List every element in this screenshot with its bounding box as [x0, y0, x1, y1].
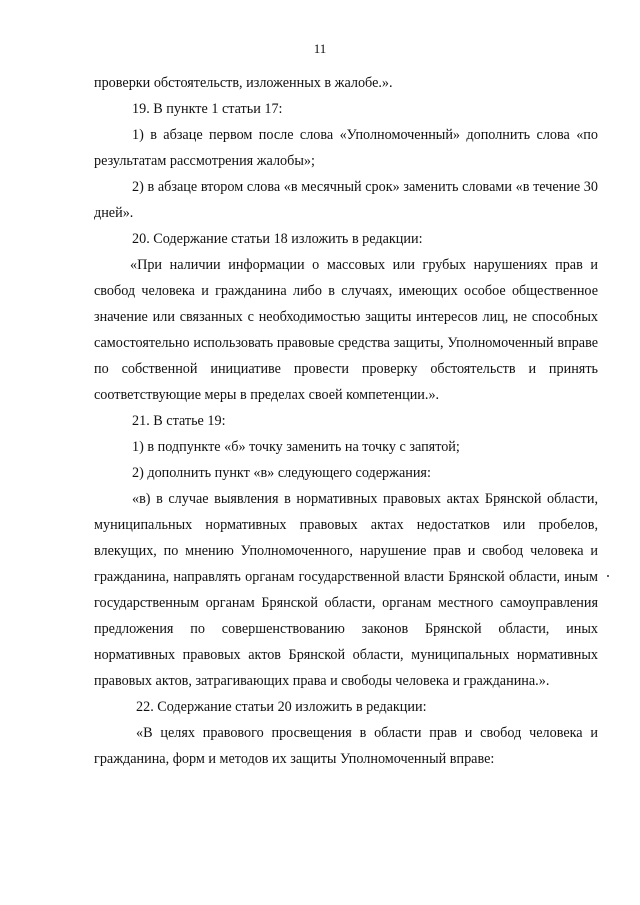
paragraph-article-19-v-text: «в) в случае выявления в нормативных правовых актах Брянской области, муниципальных нормативных правовых актах недостатков или пробелов, влекущих, по мнению Уполномоченного, нарушение прав и свобод человека и гражданина, направлять органам государственной власти Брянской области, иным государственным органам Брянской области, органам местного самоуправления предложения по совершенствованию законов Брянской области, иных нормативных правовых актов Брянской области, муниципальных нормативных правовых актов, затрагивающих права и свободы человека и гражданина.».: [94, 491, 598, 689]
paragraph-item-20: 20. Содержание статьи 18 изложить в редакции:: [132, 231, 423, 247]
page-number: 11: [313, 41, 327, 56]
paragraph-item-21: 21. В статье 19:: [132, 413, 226, 429]
paragraph-article-20-text: «В целях правового просвещения в области прав и свобод человека и гражданина, форм и методов их защиты Уполномоченный вправе:: [94, 725, 598, 767]
paragraph-item-19: 19. В пункте 1 статьи 17:: [132, 101, 283, 117]
paragraph-item-22: 22. Содержание статьи 20 изложить в редакции:: [136, 699, 427, 715]
paragraph-item-21-2: 2) дополнить пункт «в» следующего содержания:: [132, 465, 431, 481]
paragraph-article-18-text: «При наличии информации о массовых или грубых нарушениях прав и свобод человека и гражданина либо в случаях, имеющих особое общественное значение или связанных с необходимостью защиты интересов лиц, не способных самостоятельно использовать правовые средства защиты, Уполномоченный вправе по собственной инициативе провести проверку обстоятельств и принять соответствующие меры в пределах своей компетенции.».: [94, 257, 598, 403]
paragraph-item-21-1: 1) в подпункте «б» точку заменить на точку с запятой;: [132, 439, 460, 455]
paragraph-item-19-2: 2) в абзаце втором слова «в месячный срок» заменить словами «в течение 30 дней».: [94, 179, 598, 221]
paragraph-continuation: проверки обстоятельств, изложенных в жалобе.».: [94, 75, 393, 91]
scan-speck: [607, 575, 609, 577]
paragraph-item-19-1: 1) в абзаце первом после слова «Уполномоченный» дополнить слова «по результатам рассмотрения жалобы»;: [94, 127, 598, 169]
document-body: [94, 70, 598, 772]
